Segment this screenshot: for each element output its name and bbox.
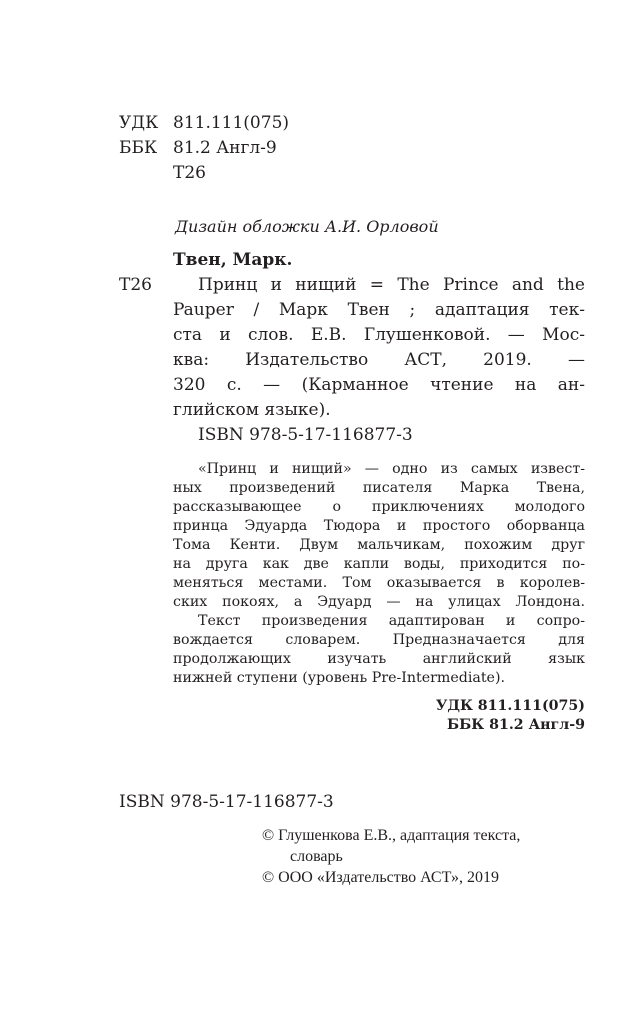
record-line: Принц и нищий = The Prince and the [198, 277, 585, 295]
abstract-line: ных произведений писателя Марка Твена, [173, 481, 585, 496]
abstract-line: принца Эдуарда Тюдора и простого оборванца [173, 519, 585, 534]
abstract-line: нижней ступени (уровень Pre-Intermediate). [173, 671, 505, 686]
record-author: Твен, Марк. [173, 250, 293, 270]
isbn: ISBN 978-5-17-116877-3 [119, 792, 334, 812]
copyright-line: © ООО «Издательство АСТ», 2019 [262, 869, 499, 886]
abstract-line: Тома Кенти. Двум мальчикам, похожим друг [173, 538, 585, 553]
abstract-line: «Принц и нищий» — одно из самых извест- [198, 462, 585, 477]
record-line: Pauper / Марк Твен ; адаптация тек- [173, 302, 585, 320]
bbk-label: ББК [119, 138, 158, 158]
record-line: ста и слов. Е.В. Глушенковой. — Мос- [173, 327, 585, 345]
udk-label: УДК [119, 113, 159, 133]
cover-design-credit: Дизайн обложки А.И. Орловой [175, 217, 439, 236]
abstract-line: рассказывающее о приключениях молодого [173, 500, 585, 515]
abstract-line: меняться местами. Том оказывается в королев- [173, 576, 585, 591]
abstract-line: Текст произведения адаптирован и сопро- [198, 614, 585, 629]
copyright-line: © Глушенкова Е.В., адаптация текста, [262, 827, 521, 844]
udk-value: 811.111(075) [173, 113, 290, 133]
abstract-line: вождается словарем. Предназначается для [173, 633, 585, 648]
classification-bbk: ББК 81.2 Англ-9 [447, 717, 585, 733]
author-mark: Т26 [173, 163, 206, 183]
classification-udk: УДК 811.111(075) [435, 698, 585, 714]
record-isbn: ISBN 978-5-17-116877-3 [198, 425, 413, 445]
record-author-mark: Т26 [119, 275, 152, 295]
record-line: 320 с. — (Карманное чтение на ан- [173, 377, 585, 395]
abstract-line: продолжающих изучать английский язык [173, 652, 585, 667]
bbk-value: 81.2 Англ-9 [173, 138, 277, 158]
record-line: глийском языке). [173, 402, 331, 420]
abstract-line: на друга как две капли воды, приходится по- [173, 557, 585, 572]
record-line: ква: Издательство АСТ, 2019. — [173, 352, 585, 370]
abstract-line: ских покоях, а Эдуард — на улицах Лондона. [173, 595, 585, 610]
copyright-line: словарь [290, 848, 343, 865]
